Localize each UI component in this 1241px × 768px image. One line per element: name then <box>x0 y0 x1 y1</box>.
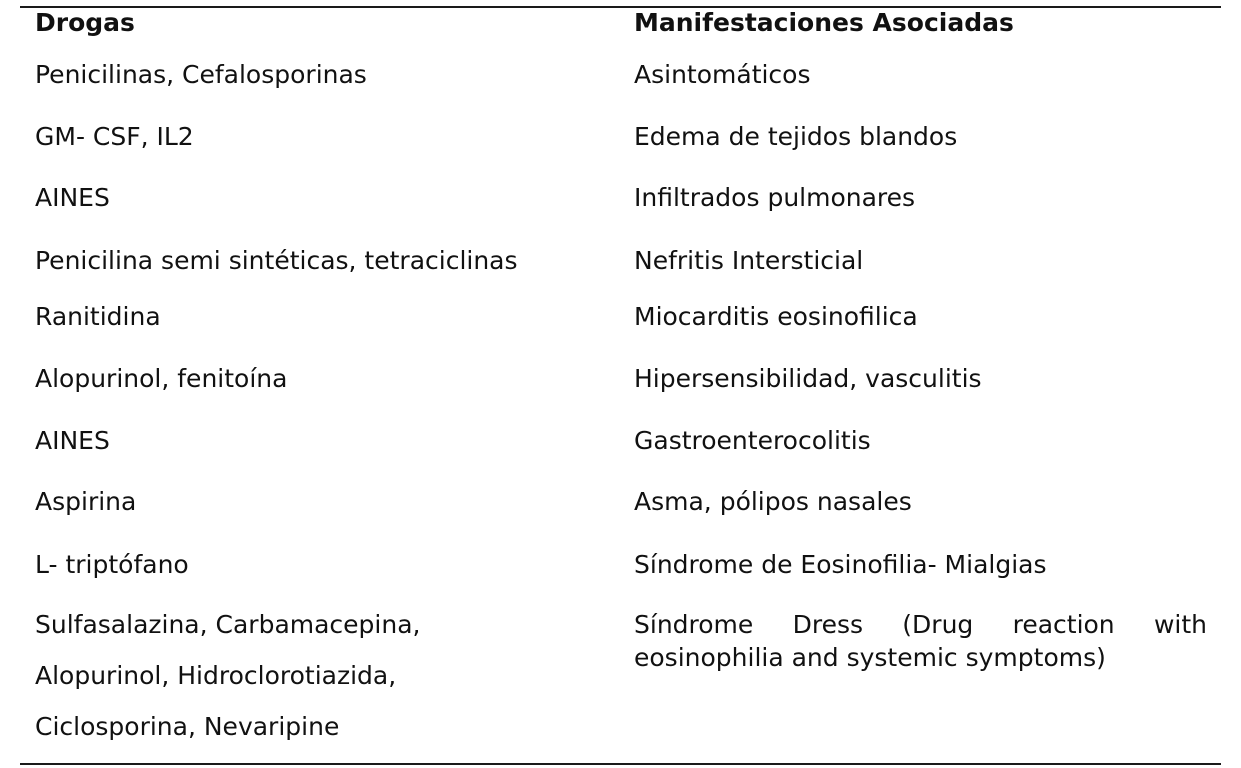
manifestation-cell: Asma, pólipos nasales <box>634 487 912 516</box>
drug-cell-line: Sulfasalazina, Carbamacepina, <box>35 610 421 639</box>
table-top-rule <box>20 6 1221 8</box>
header-drugs: Drogas <box>35 8 135 37</box>
drug-cell: L- triptófano <box>35 550 189 579</box>
drug-cell: Ranitidina <box>35 302 161 331</box>
manifestation-cell: Gastroenterocolitis <box>634 426 871 455</box>
drug-cell: AINES <box>35 183 110 212</box>
manifestation-cell: Asintomáticos <box>634 60 811 89</box>
manifestation-cell: Miocarditis eosinofilica <box>634 302 918 331</box>
drug-cell: Penicilina semi sintéticas, tetraciclinas <box>35 246 518 275</box>
drug-cell: GM- CSF, IL2 <box>35 122 194 151</box>
header-manifestations: Manifestaciones Asociadas <box>634 8 1014 37</box>
drug-cell: AINES <box>35 426 110 455</box>
drug-cell: Aspirina <box>35 487 137 516</box>
manifestation-cell: Síndrome de Eosinofilia- Mialgias <box>634 550 1047 579</box>
manifestation-cell: Edema de tejidos blandos <box>634 122 958 151</box>
manifestation-cell: Síndrome Dress (Drug reaction with eosinophilia and systemic symptoms) <box>634 610 1207 672</box>
manifestation-cell: Hipersensibilidad, vasculitis <box>634 364 982 393</box>
manifestation-cell: Nefritis Intersticial <box>634 246 864 275</box>
table-bottom-rule <box>20 763 1221 765</box>
drug-cell-line: Ciclosporina, Nevaripine <box>35 712 340 741</box>
drug-cell-line: Alopurinol, Hidroclorotiazida, <box>35 661 397 690</box>
drug-cell: Alopurinol, fenitoína <box>35 364 288 393</box>
manifestation-cell: Infiltrados pulmonares <box>634 183 916 212</box>
drug-cell: Penicilinas, Cefalosporinas <box>35 60 367 89</box>
